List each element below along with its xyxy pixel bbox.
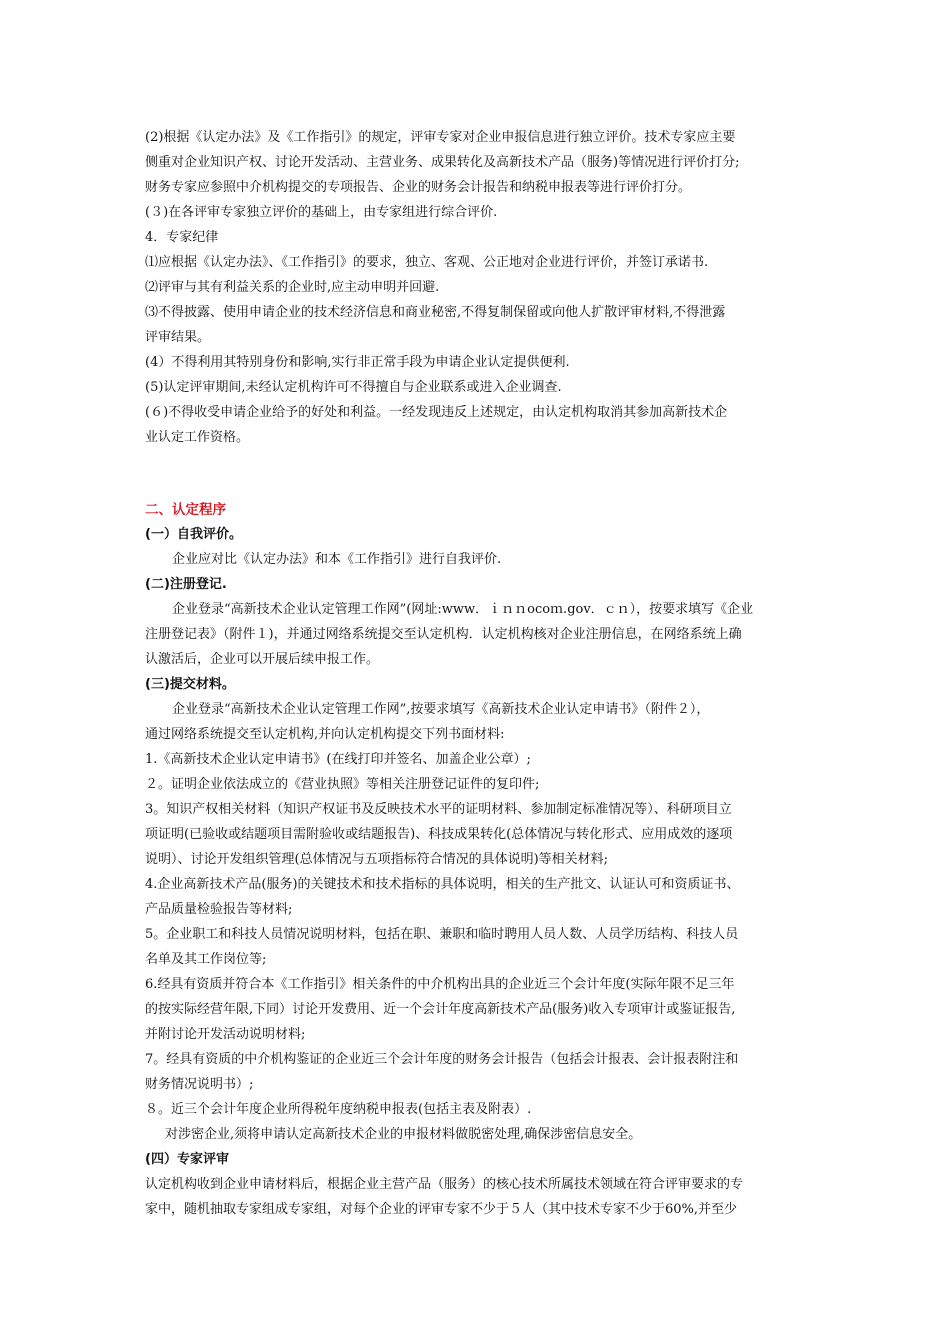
paragraph-line: 通过网络系统提交至认定机构,并向认定机构提交下列书面材料: xyxy=(145,727,505,742)
list-item: 项证明(已验收或结题项目需附验收或结题报告)、科技成果转化(总体情况与转化形式、应用成效的逐项 xyxy=(145,827,733,842)
subsection-heading: (四）专家评审 xyxy=(145,1152,229,1167)
paragraph-line: (６)不得收受申请企业给予的好处和利益。一经发现违反上述规定，由认定机构取消其参加高新技术企 xyxy=(145,405,728,420)
list-item: 的按实际经营年限,下同）讨论开发费用、近一个会计年度高新技术产品(服务)收入专项审计或鉴证报告, xyxy=(145,1002,736,1017)
paragraph-line: 家中，随机抽取专家组成专家组，对每个企业的评审专家不少于５人（其中技术专家不少于60%,并至少 xyxy=(145,1202,738,1217)
paragraph-line: (4）不得利用其特别身份和影响,实行非正常手段为申请企业认定提供便利. xyxy=(145,355,570,370)
section-title: 二、认定程序 xyxy=(145,502,226,518)
paragraph-line: 业认定工作资格。 xyxy=(145,430,250,445)
paragraph-line: (5)认定评审期间,未经认定机构许可不得擅自与企业联系或进入企业调查. xyxy=(145,380,562,395)
list-item: 财务情况说明书）; xyxy=(145,1077,254,1092)
subsection-heading: (三)提交材料。 xyxy=(145,677,235,692)
paragraph-line: 4．专家纪律 xyxy=(145,230,219,245)
paragraph-line: 认激活后，企业可以开展后续申报工作。 xyxy=(145,652,380,667)
list-item: 7。经具有资质的中介机构鉴证的企业近三个会计年度的财务会计报告（包括会计报表、会计报表附注和 xyxy=(145,1052,739,1067)
list-item: 6.经具有资质并符合本《工作指引》相关条件的中介机构出具的企业近三个会计年度(实际年限不足三年 xyxy=(145,977,735,992)
paragraph-line: 企业应对比《认定办法》和本《工作指引》进行自我评价. xyxy=(172,552,502,567)
list-item: 并附讨论开发活动说明材料; xyxy=(145,1027,306,1042)
paragraph-line: ⑴应根据《认定办法》、《工作指引》的要求，独立、客观、公正地对企业进行评价，并签订承诺书. xyxy=(145,255,709,270)
list-item: 产品质量检验报告等材料; xyxy=(145,902,293,917)
list-item: 5。企业职工和科技人员情况说明材料，包括在职、兼职和临时聘用人员人数、人员学历结构、科技人员 xyxy=(145,927,739,942)
paragraph-line: (2)根据《认定办法》及《工作指引》的规定，评审专家对企业申报信息进行独立评价。技术专家应主要 xyxy=(145,130,736,145)
paragraph-line: 财务专家应参照中介机构提交的专项报告、企业的财务会计报告和纳税申报表等进行评价打分。 xyxy=(145,180,692,195)
list-item: 说明）、讨论开发组织管理(总体情况与五项指标符合情况的具体说明)等相关材料; xyxy=(145,852,609,867)
paragraph-line: ⑶不得披露、使用申请企业的技术经济信息和商业秘密,不得复制保留或向他人扩散评审材料,不得泄露 xyxy=(145,305,726,320)
subsection-heading: (二)注册登记. xyxy=(145,577,227,592)
list-item: 1.《高新技术企业认定申请书》(在线打印并签名、加盖企业公章）; xyxy=(145,752,531,767)
paragraph-line: (３)在各评审专家独立评价的基础上，由专家组进行综合评价. xyxy=(145,205,498,220)
subsection-heading: (一）自我评价。 xyxy=(145,527,242,542)
paragraph-line: 注册登记表》（附件１)，并通过网络系统提交至认定机构．认定机构核对企业注册信息，在网络系统上确 xyxy=(145,627,742,642)
list-item: ２。证明企业依法成立的《营业执照》等相关注册登记证件的复印件; xyxy=(145,777,540,792)
paragraph-line: 对涉密企业,须将申请认定高新技术企业的申报材料做脱密处理,确保涉密信息安全。 xyxy=(165,1127,642,1142)
list-item: ８。近三个会计年度企业所得税年度纳税申报表(包括主表及附表）. xyxy=(145,1102,532,1117)
paragraph-line: 企业登录“高新技术企业认定管理工作网”,按要求填写《高新技术企业认定申请书》（附件２）， xyxy=(172,702,710,717)
paragraph-line: ⑵评审与其有利益关系的企业时,应主动申明并回避. xyxy=(145,280,440,295)
paragraph-line: 侧重对企业知识产权、讨论开发活动、主营业务、成果转化及高新技术产品（服务)等情况进行评价打分; xyxy=(145,155,740,170)
list-item: 3。知识产权相关材料（知识产权证书及反映技术水平的证明材料、参加制定标准情况等）、科研项目立 xyxy=(145,802,732,817)
list-item: 4.企业高新技术产品(服务)的关键技术和技术指标的具体说明，相关的生产批文、认证认可和资质证书、 xyxy=(145,877,740,892)
paragraph-line: 企业登录“高新技术企业认定管理工作网”(网址:www．ｉｎｎocoｍ.gov．ｃｎ），按要求填写《企业 xyxy=(172,602,754,617)
paragraph-line: 评审结果。 xyxy=(145,330,211,345)
paragraph-line: 认定机构收到企业申请材料后，根据企业主营产品（服务）的核心技术所属技术领域在符合评审要求的专 xyxy=(145,1177,744,1192)
list-item: 名单及其工作岗位等; xyxy=(145,952,267,967)
